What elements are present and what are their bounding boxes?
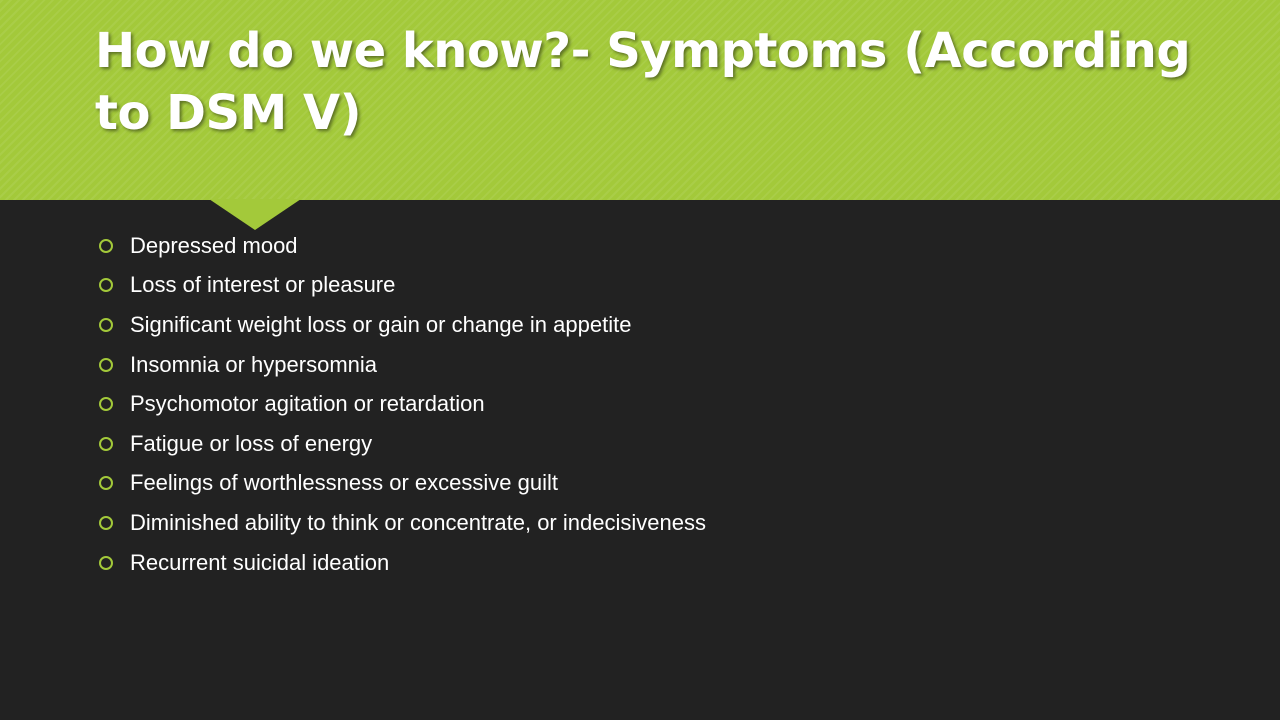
circle-bullet-icon — [99, 358, 113, 372]
circle-bullet-icon — [99, 437, 113, 451]
list-item — [96, 543, 706, 583]
bullet-text: Recurrent suicidal ideation — [130, 549, 390, 575]
circle-bullet-icon — [99, 318, 113, 332]
bullet-text: Psychomotor agitation or retardation — [130, 391, 485, 417]
circle-bullet-icon — [99, 516, 113, 530]
bullet-text: Significant weight loss or gain or change in appetite — [130, 311, 632, 337]
circle-bullet-icon — [99, 239, 113, 253]
bullet-text: Feelings of worthlessness or excessive guilt — [130, 470, 558, 496]
list-item — [96, 266, 706, 306]
list-item — [96, 503, 706, 543]
bullet-text: Depressed mood — [130, 232, 298, 258]
circle-bullet-icon — [99, 556, 113, 570]
list-item — [96, 464, 706, 504]
bullet-list — [96, 226, 706, 582]
bullet-text: Fatigue or loss of energy — [130, 430, 373, 456]
circle-bullet-icon — [99, 278, 113, 292]
circle-bullet-icon — [99, 476, 113, 490]
list-item — [96, 384, 706, 424]
list-item — [96, 345, 706, 385]
list-item — [96, 226, 706, 266]
slide-title: How do we know?- Symptoms (According to DSM V) — [95, 23, 1191, 141]
list-item — [96, 424, 706, 464]
list-item — [96, 305, 706, 345]
circle-bullet-icon — [99, 397, 113, 411]
bullet-text: Loss of interest or pleasure — [130, 272, 396, 298]
bullet-text: Insomnia or hypersomnia — [130, 351, 378, 377]
bullet-text: Diminished ability to think or concentrate, or indecisiveness — [130, 509, 706, 535]
